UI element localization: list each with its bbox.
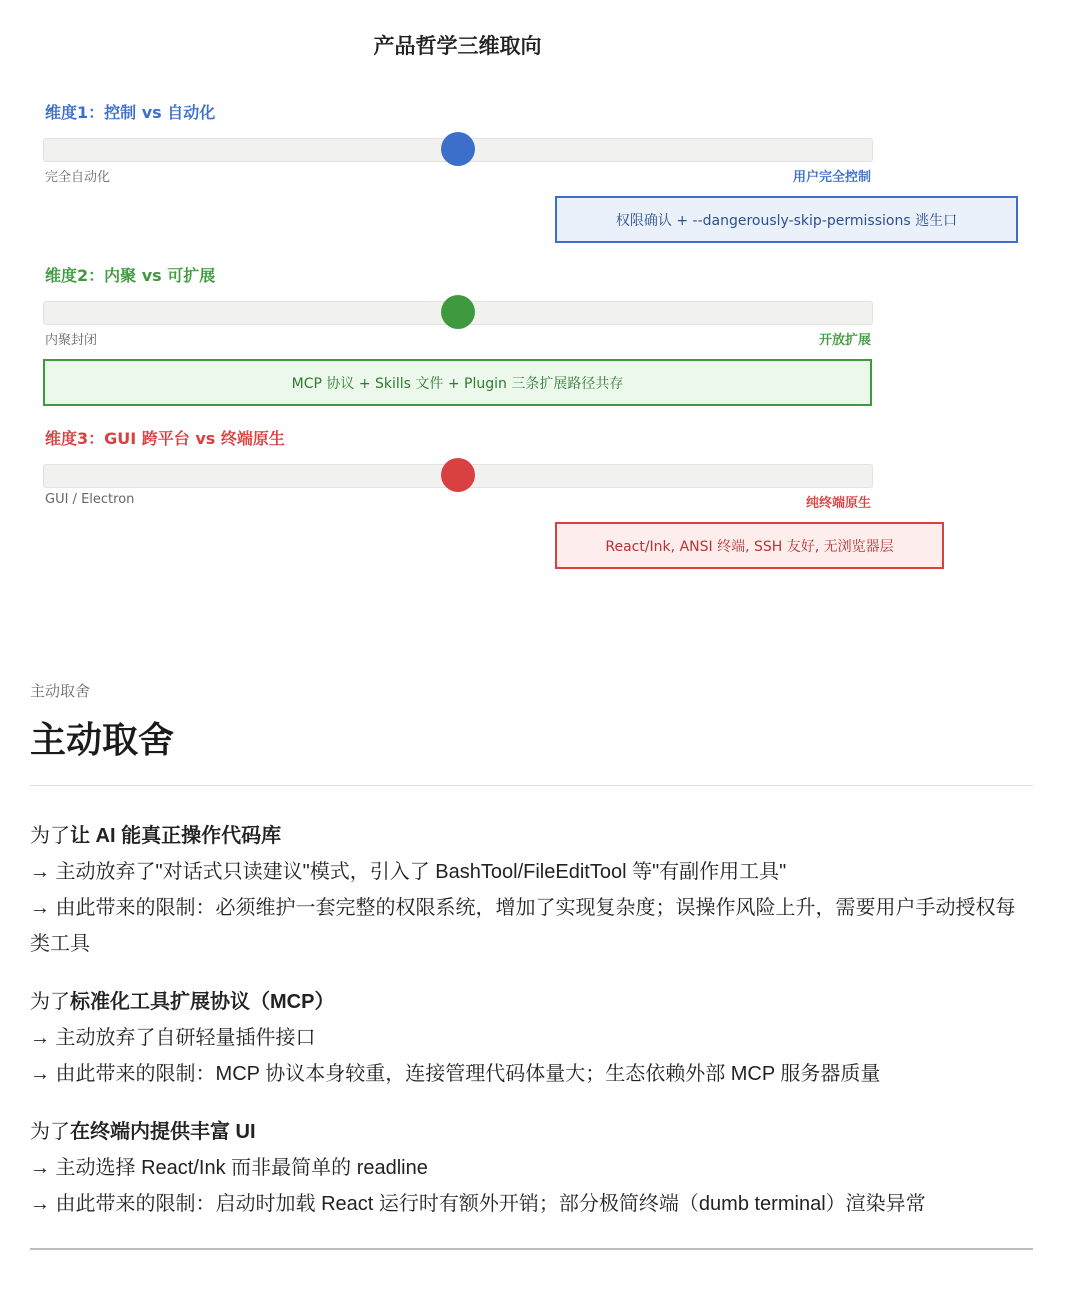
tradeoff-heading: 为了让 AI 能真正操作代码库 bbox=[30, 825, 282, 847]
tradeoff-line: → 由此带来的限制：必须维护一套完整的权限系统，增加了实现复杂度；误操作风险上升，需要用户手动授权每类工具 bbox=[30, 897, 1016, 955]
dimension-2-marker bbox=[441, 295, 475, 329]
dimension-3-marker bbox=[441, 458, 475, 492]
dimension-1-marker bbox=[441, 132, 475, 166]
dimension-3-right-end: 纯终端原生 bbox=[805, 496, 871, 511]
dimension-2-track bbox=[43, 301, 873, 325]
dimension-1-track bbox=[43, 138, 873, 162]
tradeoff-group bbox=[30, 818, 1033, 962]
dimension-2-note: MCP 协议 + Skills 文件 + Plugin 三条扩展路径共存 bbox=[43, 359, 872, 406]
dimension-3-note: React/Ink, ANSI 终端, SSH 友好, 无浏览器层 bbox=[555, 522, 944, 569]
dimension-3-left-end: GUI / Electron bbox=[45, 492, 135, 507]
diagram-title: 产品哲学三维取向 bbox=[373, 34, 542, 58]
tradeoff-heading: 为了标准化工具扩展协议（MCP） bbox=[30, 991, 335, 1013]
tradeoff-line: → 主动放弃了自研轻量插件接口 bbox=[30, 1027, 316, 1049]
tradeoff-line: → 由此带来的限制：启动时加载 React 运行时有额外开销；部分极简终端（dumb terminal）渲染异常 bbox=[30, 1193, 926, 1215]
dimension-3-track bbox=[43, 464, 873, 488]
dimension-1-right-end: 用户完全控制 bbox=[792, 170, 871, 185]
tradeoff-line: → 主动选择 React/Ink 而非最简单的 readline bbox=[30, 1157, 428, 1179]
bottom-divider bbox=[30, 1248, 1033, 1250]
dimension-1-note: 权限确认 + --dangerously-skip-permissions 逃生口 bbox=[555, 196, 1018, 243]
dimension-1-label: 维度1：控制 vs 自动化 bbox=[45, 103, 216, 122]
tradeoff-line: → 由此带来的限制：MCP 协议本身较重，连接管理代码体量大；生态依赖外部 MCP 服务器质量 bbox=[30, 1063, 881, 1085]
tradeoff-group bbox=[30, 984, 1033, 1092]
section-divider bbox=[30, 785, 1033, 786]
section-eyebrow: 主动取舍 bbox=[30, 682, 91, 700]
tradeoff-line: → 主动放弃了"对话式只读建议"模式，引入了 BashTool/FileEditTool 等"有副作用工具" bbox=[30, 861, 787, 883]
dimension-2-right-end: 开放扩展 bbox=[818, 333, 871, 348]
tradeoff-list bbox=[30, 818, 1033, 1244]
section-title: 主动取舍 bbox=[30, 720, 175, 761]
dimension-1-left-end: 完全自动化 bbox=[45, 170, 111, 185]
dimension-3-label: 维度3：GUI 跨平台 vs 终端原生 bbox=[45, 429, 285, 448]
tradeoff-group bbox=[30, 1114, 1033, 1222]
tradeoff-heading: 为了在终端内提供丰富 UI bbox=[30, 1121, 256, 1143]
dimension-2-label: 维度2：内聚 vs 可扩展 bbox=[45, 266, 216, 285]
dimension-2-left-end: 内聚封闭 bbox=[45, 333, 98, 348]
